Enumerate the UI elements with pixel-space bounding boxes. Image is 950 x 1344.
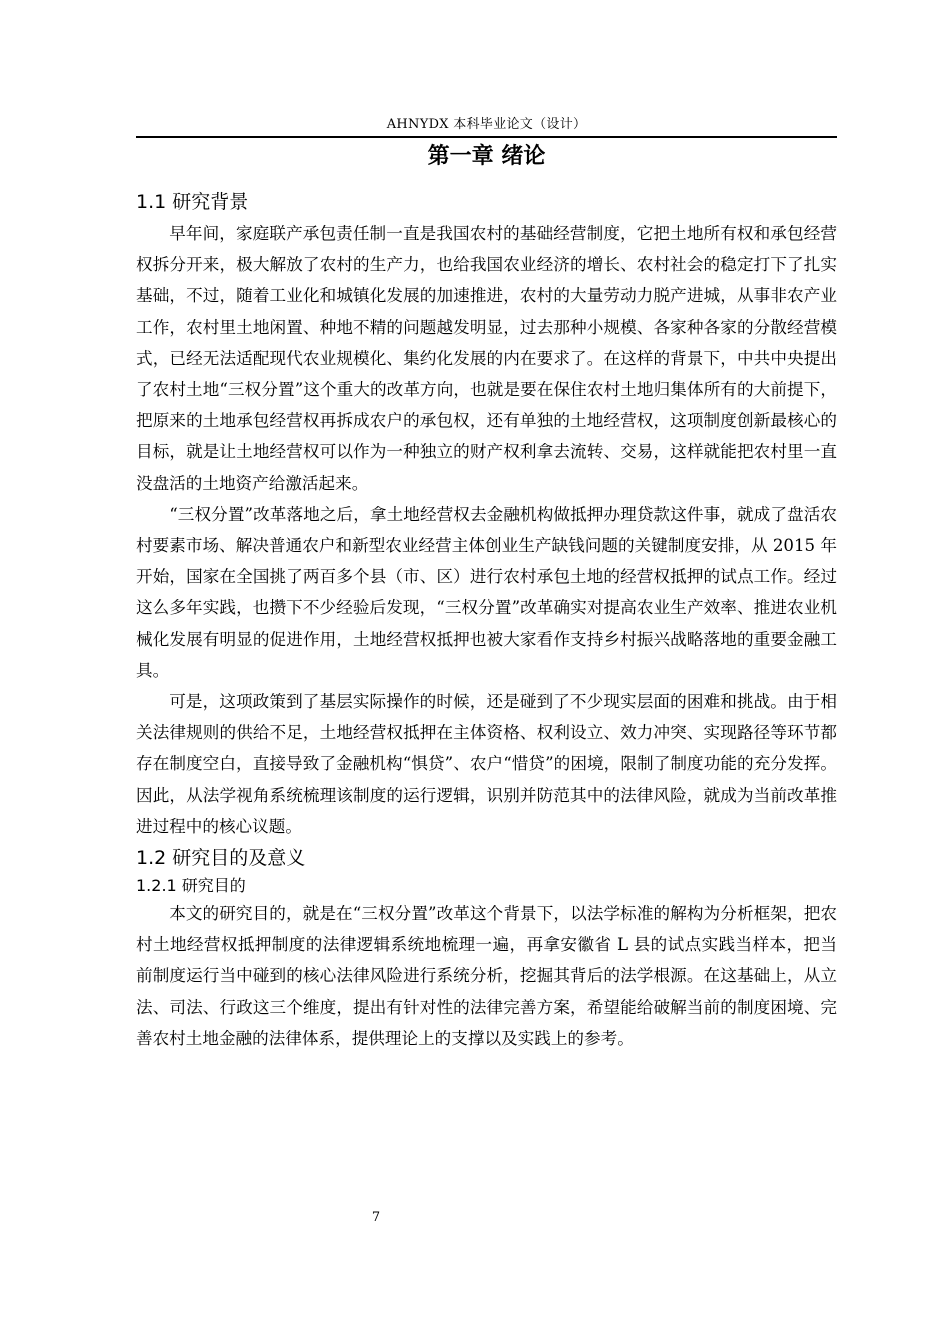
subsection-heading-1-2-1: 1.2.1 研究目的 (136, 876, 246, 896)
page-number: 7 (371, 1210, 381, 1225)
paragraph: 本文的研究目的，就是在“三权分置”改革这个背景下，以法学标准的解构为分析框架，把农村土地经营权抵押制度的法律逻辑系统地梳理一遍，再拿安徽省 L 县的试点实践当样本，把当前制度运行当中碰到的核心法律风险进行系统分析，挖掘其背后的法学根源。在这基础上，从立法、司法、行政这三个维度，提出有针对性的法律完善方案，希望能给破解当前的制度困境、完善农村土地金融的法律体系，提供理论上的支撑以及实践上的参考。 (136, 904, 837, 1048)
paragraph: “三权分置”改革落地之后，拿土地经营权去金融机构做抵押办理贷款这件事，就成了盘活农村要素市场、解决普通农户和新型农业经营主体创业生产缺钱问题的关键制度安排，从 2015 年开始，国家在全国挑了两百多个县（市、区）进行农村承包土地的经营权抵押的试点工作。经过这么多年实践，也攒下不少经验后发现，“三权分置”改革确实对提高农业生产效率、推进农业机械化发展有明显的促进作用，土地经营权抵押也被大家看作支持乡村振兴战略落地的重要金融工具。 (136, 504, 837, 680)
paragraph: 可是，这项政策到了基层实际操作的时候，还是碰到了不少现实层面的困难和挑战。由于相关法律规则的供给不足，土地经营权抵押在主体资格、权利设立、效力冲突、实现路径等环节都存在制度空白，直接导致了金融机构“惧贷”、农户“惜贷”的困境，限制了制度功能的充分发挥。因此，从法学视角系统梳理该制度的运行逻辑，识别并防范其中的法律风险，就成为当前改革推进过程中的核心议题。 (136, 692, 837, 836)
paragraph: 早年间，家庭联产承包责任制一直是我国农村的基础经营制度，它把土地所有权和承包经营权拆分开来，极大解放了农村的生产力，也给我国农业经济的增长、农村社会的稳定打下了扎实基础，不过，随着工业化和城镇化发展的加速推进，农村的大量劳动力脱产进城，从事非农产业工作，农村里土地闲置、种地不精的问题越发明显，过去那种小规模、各家种各家的分散经营模式，已经无法适配现代农业规模化、集约化发展的内在要求了。在这样的背景下，中共中央提出了农村土地“三权分置”这个重大的改革方向，也就是要在保住农村土地归集体所有的大前提下，把原来的土地承包经营权再拆成农户的承包权，还有单独的土地经营权，这项制度创新最核心的目标，就是让土地经营权可以作为一种独立的财产权利拿去流转、交易，这样就能把农村里一直没盘活的土地资产给激活起来。 (136, 224, 837, 493)
chapter-title: 第一章 绪论 (427, 144, 546, 169)
header-rule (136, 136, 837, 138)
section-heading-1-2: 1.2 研究目的及意义 (136, 847, 306, 870)
section-heading-1-1: 1.1 研究背景 (136, 191, 249, 213)
running-header: AHNYDX 本科毕业论文（设计） (386, 117, 587, 132)
document-body (136, 186, 837, 1054)
